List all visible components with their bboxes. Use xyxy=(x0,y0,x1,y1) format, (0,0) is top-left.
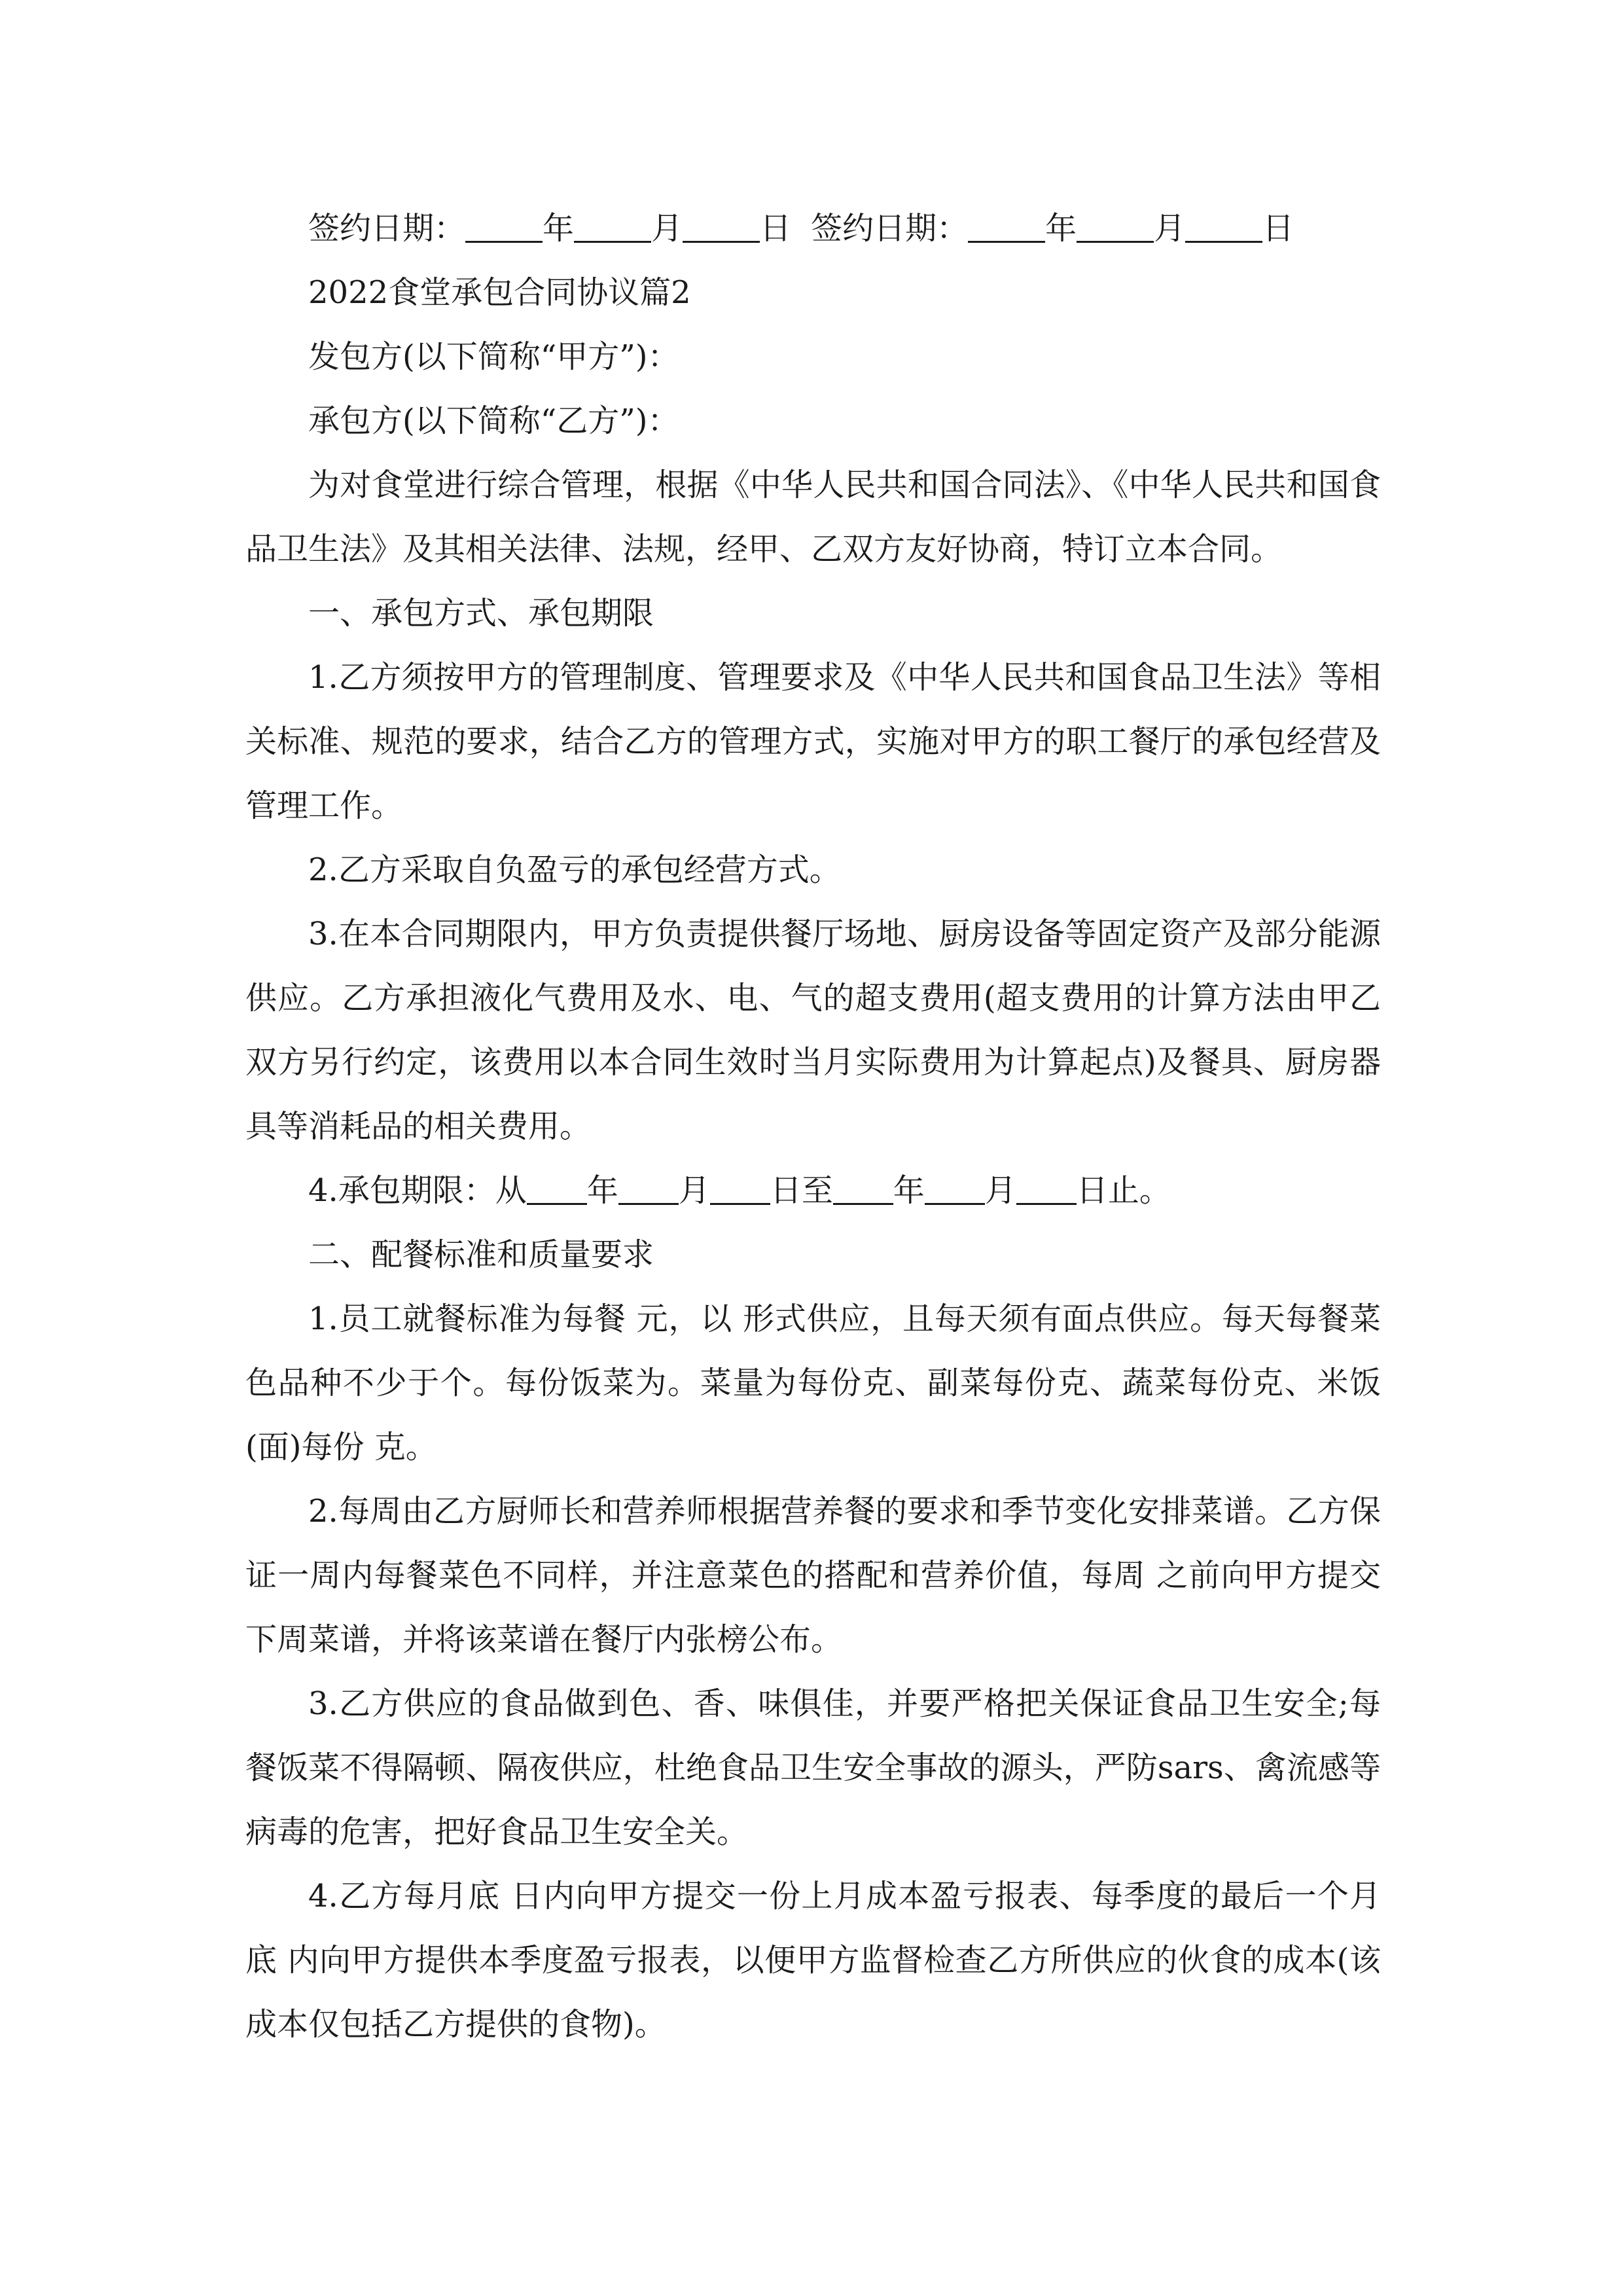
blank-line xyxy=(710,1170,770,1204)
blank-line xyxy=(1185,207,1262,242)
blank-line xyxy=(465,207,543,242)
section-2-item-3: 3.乙方供应的食品做到色、香、味俱佳，并要严格把关保证食品卫生安全;每餐饭菜不得隔顿、隔夜供应，杜绝食品卫生安全事故的源头，严防sars、禽流感等病毒的危害，把好食品卫生安全关。 xyxy=(245,1685,1381,1850)
signature-date-line: 签约日期： 年 月 日 签约日期： 年 月 日 xyxy=(245,196,1381,260)
blank-line xyxy=(618,1170,679,1204)
section-1-item-4: 4.承包期限：从 年 月 日至 年 月 日止。 xyxy=(245,1158,1381,1223)
signature-date-label-b: 签约日期： xyxy=(811,210,969,247)
section-1-item-3: 3.在本合同期限内，甲方负责提供餐厅场地、厨房设备等固定资产及部分能源供应。乙方承担液化气费用及水、电、气的超支费用(超支费用的计算方法由甲乙双方另行约定，该费用以本合同生效时当月实际费用为计算起点)及餐具、厨房器具等消耗品的相关费用。 xyxy=(245,916,1381,1145)
blank-line xyxy=(968,207,1045,242)
section-2-item-2: 2.每周由乙方厨师长和营养师根据营养餐的要求和季节变化安排菜谱。乙方保证一周内每餐菜色不同样，并注意菜色的搭配和营养价值，每周 之前向甲方提交下周菜谱，并将该菜谱在餐厅内张榜公布。 xyxy=(245,1493,1381,1658)
blank-line xyxy=(527,1170,587,1204)
preamble-paragraph: 为对食堂进行综合管理，根据《中华人民共和国合同法》、《中华人民共和国食品卫生法》及其相关法律、法规，经甲、乙双方友好协商，特订立本合同。 xyxy=(245,467,1381,567)
blank-line xyxy=(574,207,651,242)
contract-body xyxy=(245,196,1381,2056)
party-b-line: 承包方(以下简称“乙方”)： xyxy=(308,403,679,439)
section-2-heading: 二、配餐标准和质量要求 xyxy=(308,1236,654,1273)
document-title: 2022食堂承包合同协议篇2 xyxy=(308,274,691,311)
section-1-heading: 一、承包方式、承包期限 xyxy=(308,595,654,632)
blank-line xyxy=(833,1170,893,1204)
section-2-item-4: 4.乙方每月底 日内向甲方提交一份上月成本盈亏报表、每季度的最后一个月底 内向甲方提供本季度盈亏报表，以便甲方监督检查乙方所供应的伙食的成本(该成本仅包括乙方提供的食物)。 xyxy=(245,1878,1381,2043)
blank-line xyxy=(1016,1170,1077,1204)
party-a-line: 发包方(以下简称“甲方”)： xyxy=(308,338,679,375)
blank-line xyxy=(925,1170,985,1204)
signature-date-label-a: 签约日期： xyxy=(308,210,466,247)
section-1-item-1: 1.乙方须按甲方的管理制度、管理要求及《中华人民共和国食品卫生法》等相关标准、规范的要求，结合乙方的管理方式，实施对甲方的职工餐厅的承包经营及管理工作。 xyxy=(245,659,1381,824)
section-1-item-2: 2.乙方采取自负盈亏的承包经营方式。 xyxy=(308,852,841,888)
section-2-item-1: 1.员工就餐标准为每餐 元，以 形式供应，且每天须有面点供应。每天每餐菜色品种不少于个。每份饭菜为。菜量为每份克、副菜每份克、蔬菜每份克、米饭(面)每份 克。 xyxy=(245,1300,1381,1465)
blank-line xyxy=(1077,207,1154,242)
blank-line xyxy=(683,207,760,242)
